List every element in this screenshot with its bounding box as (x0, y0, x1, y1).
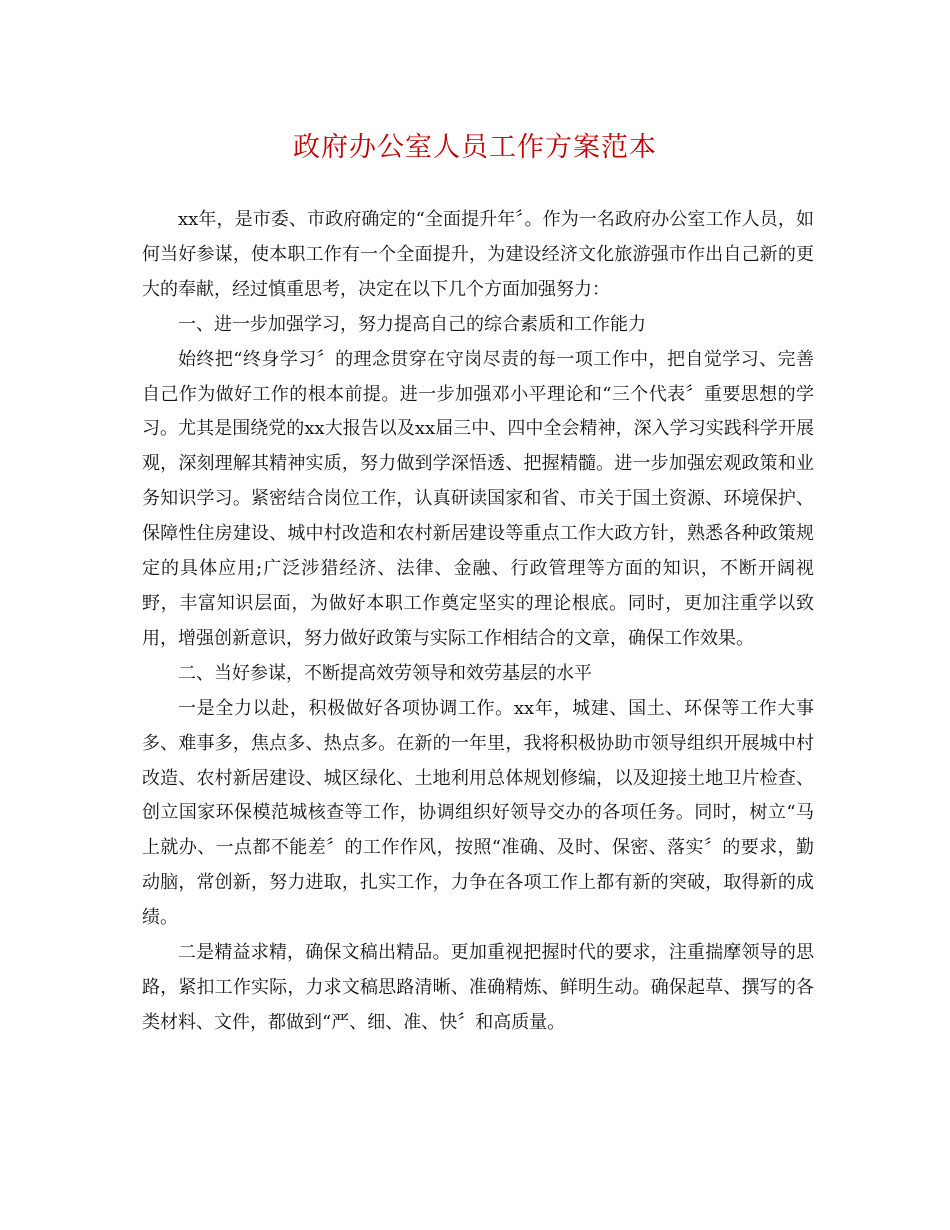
writing-paragraph: 二是精益求精，确保文稿出精品。更加重视把握时代的要求，注重揣摩领导的思路，紧扣工作实际，力求文稿思路清晰、准确精炼、鲜明生动。确保起草、撰写的各类材料、文件，都做到“严、细、准、快〞和高质量。 (142, 942, 814, 1033)
document-body (142, 203, 814, 1041)
document-title: 政府办公室人员工作方案范本 (293, 132, 657, 163)
intro-paragraph: xx年，是市委、市政府确定的“全面提升年〞。作为一名政府办公室工作人员，如何当好参谋，使本职工作有一个全面提升，为建设经济文化旅游强市作出自己新的更大的奉献，经过慎重思考，决定在以下几个方面加强努力： (142, 209, 814, 300)
coordination-paragraph: 一是全力以赴，积极做好各项协调工作。xx年，城建、国土、环保等工作大事多、难事多，焦点多、热点多。在新的一年里，我将积极协助市领导组织开展城中村改造、农村新居建设、城区绿化、土地利用总体规划修编，以及迎接土地卫片检查、创立国家环保模范城核查等工作，协调组织好领导交办的各项任务。同时，树立“马上就办、一点都不能差〞的工作作风，按照“准确、及时、保密、落实〞的要求，勤动脑，常创新，努力进取，扎实工作，力争在各项工作上都有新的突破，取得新的成绩。 (142, 697, 814, 929)
study-paragraph: 始终把“终身学习〞的理念贯穿在守岗尽责的每一项工作中，把自觉学习、完善自己作为做好工作的根本前提。进一步加强邓小平理论和“三个代表〞重要思想的学习。尤其是围绕党的xx大报告以及xx届三中、四中全会精神，深入学习实践科学开展观，深刻理解其精神实质，努力做到学深悟透、把握精髓。进一步加强宏观政策和业务知识学习。紧密结合岗位工作，认真研读国家和省、市关于国土资源、环境保护、保障性住房建设、城中村改造和农村新居建设等重点工作大政方针，熟悉各种政策规定的具体应用;广泛涉猎经济、法律、金融、行政管理等方面的知识，不断开阔视野，丰富知识层面，为做好本职工作奠定坚实的理论根底。同时，更加注重学以致用，增强创新意识，努力做好政策与实际工作相结合的文章，确保工作效果。 (142, 348, 814, 649)
section-heading-1: 一、进一步加强学习，努力提高自己的综合素质和工作能力 (178, 313, 646, 335)
section-heading-2: 二、当好参谋，不断提高效劳领导和效劳基层的水平 (178, 662, 592, 684)
